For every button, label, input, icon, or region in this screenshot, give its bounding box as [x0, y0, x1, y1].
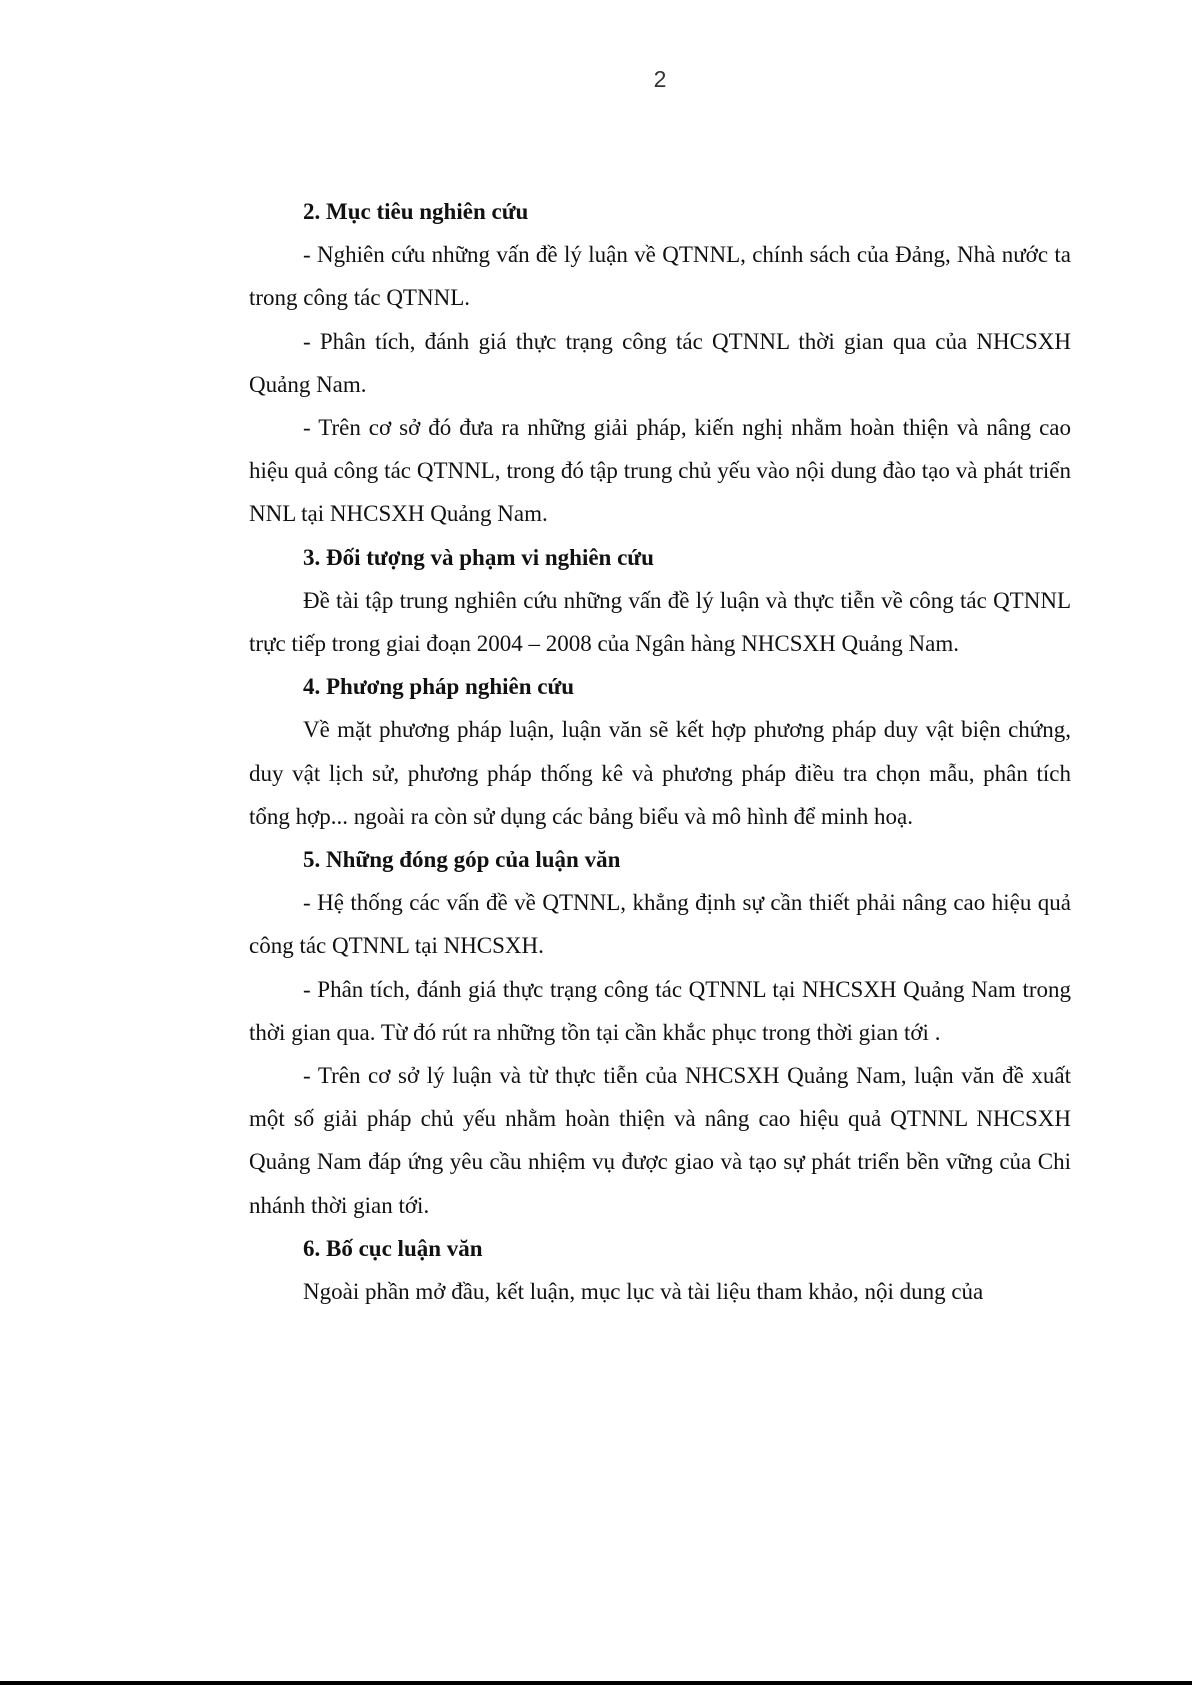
- page-number: 2: [653, 66, 667, 92]
- paragraph: - Phân tích, đánh giá thực trạng công tác QTNNL thời gian qua của NHCSXH Quảng Nam.: [249, 328, 1071, 397]
- section-methodology: [249, 665, 1071, 838]
- bottom-edge-bar: [0, 1681, 1192, 1685]
- section-heading: 5. Những đóng góp của luận văn: [303, 847, 621, 873]
- section-heading: 6. Bố cục luận văn: [303, 1235, 483, 1261]
- paragraph: - Phân tích, đánh giá thực trạng công tác QTNNL tại NHCSXH Quảng Nam trong thời gian qua. Từ đó rút ra những tồn tại cần khắc phục trong thời gian tới .: [249, 976, 1071, 1045]
- section-research-objectives: [249, 190, 1071, 536]
- section-structure: [249, 1227, 1071, 1313]
- paragraph: Ngoài phần mở đầu, kết luận, mục lục và tài liệu tham khảo, nội dung của: [303, 1279, 984, 1305]
- paragraph: Đề tài tập trung nghiên cứu những vấn đề lý luận và thực tiễn về công tác QTNNL trực tiếp trong giai đoạn 2004 – 2008 của Ngân hàng NHCSXH Quảng Nam.: [249, 587, 1071, 657]
- document-body: [249, 190, 1071, 1313]
- paragraph: Về mặt phương pháp luận, luận văn sẽ kết hợp phương pháp duy vật biện chứng, duy vật lịch sử, phương pháp thống kê và phương pháp điều tra chọn mẫu, phân tích tổng hợp... ngoài ra còn sử dụng các bảng biểu và mô hình để minh hoạ.: [249, 717, 1071, 829]
- section-contributions: [249, 838, 1071, 1227]
- section-scope: [249, 536, 1071, 666]
- paragraph: - Nghiên cứu những vấn đề lý luận về QTNNL, chính sách của Đảng, Nhà nước ta trong công tác QTNNL.: [249, 242, 1071, 311]
- section-heading: 3. Đối tượng và phạm vi nghiên cứu: [303, 544, 654, 570]
- section-heading: 2. Mục tiêu nghiên cứu: [303, 199, 529, 224]
- paragraph: - Hệ thống các vấn đề về QTNNL, khẳng định sự cần thiết phải nâng cao hiệu quả công tác QTNNL tại NHCSXH.: [249, 890, 1071, 959]
- section-heading: 4. Phương pháp nghiên cứu: [303, 674, 575, 700]
- paragraph: - Trên cơ sở lý luận và từ thực tiễn của NHCSXH Quảng Nam, luận văn đề xuất một số giải pháp chủ yếu nhằm hoàn thiện và nâng cao hiệu quả QTNNL NHCSXH Quảng Nam đáp ứng yêu cầu nhiệm vụ được giao và tạo sự phát triển bền vững của Chi nhánh thời gian tới.: [249, 1063, 1071, 1218]
- paragraph: - Trên cơ sở đó đưa ra những giải pháp, kiến nghị nhằm hoàn thiện và nâng cao hiệu quả công tác QTNNL, trong đó tập trung chủ yếu vào nội dung đào tạo và phát triển NNL tại NHCSXH Quảng Nam.: [249, 415, 1071, 527]
